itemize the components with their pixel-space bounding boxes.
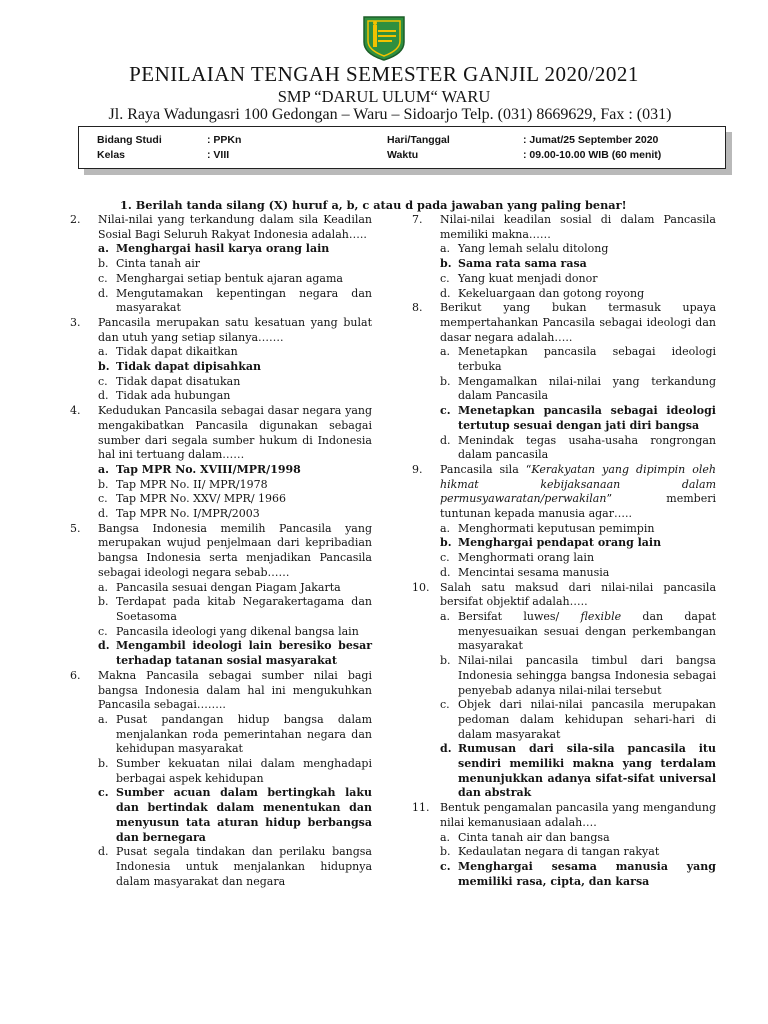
- question-text: Pancasila merupakan satu kesatuan yang bulat dan utuh yang setiap silanya…….: [98, 315, 372, 344]
- option-b: b. Tap MPR No. II/ MPR/1978: [98, 477, 268, 491]
- option-c: c. Tap MPR No. XXV/ MPR/ 1966: [98, 492, 287, 506]
- question-7: [412, 213, 716, 301]
- question-9: [412, 463, 716, 581]
- instruction: 1. Berilah tanda silang (X) huruf a, b, c atau d pada jawaban yang paling benar!: [120, 198, 627, 212]
- class-label: Kelas: [97, 149, 126, 161]
- question-number: 8.: [412, 301, 423, 315]
- question-number: 6.: [70, 668, 81, 682]
- question-5: [70, 522, 372, 669]
- question-text: Makna Pancasila sebagai sumber nilai bagi bangsa Indonesia dalam hal ini mengukuhkan Pancasila sebagai……..: [98, 668, 372, 712]
- option-d: d. Mengutamakan kepentingan negara dan masyarakat: [98, 286, 372, 315]
- option-d: d. Tap MPR No. I/MPR/2003: [98, 507, 260, 521]
- date-label: Hari/Tanggal: [387, 134, 450, 146]
- option-d: d. Rumusan dari sila-sila pancasila itu sendiri memiliki makna yang terdalam menunjukkan adanya sifat-sifat universal dan abstrak: [440, 742, 716, 800]
- date-value: : Jumat/25 September 2020: [523, 134, 659, 146]
- option-d: d. Pusat segala tindakan dan perilaku bangsa Indonesia untuk menjalankan hidupnya dalam masyarakat dan negara: [98, 845, 372, 888]
- question-text: Bentuk pengamalan pancasila yang mengandung nilai kemanusiaan adalah….: [440, 801, 716, 829]
- question-number: 4.: [70, 404, 81, 418]
- option-a: a. Menghormati keputusan pemimpin: [440, 521, 655, 535]
- option-b: b. Sumber kekuatan nilai dalam menghadapi berbagai aspek kehidupan: [98, 757, 372, 785]
- option-b: b. Mengamalkan nilai-nilai yang terkandung dalam Pancasila: [440, 374, 716, 403]
- question-text: Nilai-nilai yang terkandung dalam sila Keadilan Sosial Bagi Seluruh Rakyat Indonesia adalah…..: [98, 213, 372, 241]
- school-emblem-icon: [359, 12, 409, 62]
- question-number: 7.: [412, 213, 423, 226]
- option-d: d. Menindak tegas usaha-usaha rongrongan dalam pancasila: [440, 433, 716, 462]
- option-c: c. Menghargai sesama manusia yang memiliki rasa, cipta, dan karsa: [440, 859, 716, 888]
- question-text: Berikut yang bukan termasuk upaya mempertahankan Pancasila sebagai ideologi dan dasar negara adalah…..: [440, 301, 716, 344]
- question-10: [412, 581, 716, 802]
- option-a: a. Pancasila sesuai dengan Piagam Jakarta: [98, 580, 341, 594]
- question-6: [70, 669, 372, 890]
- question-number: 3.: [70, 315, 81, 329]
- question-text: Nilai-nilai keadilan sosial di dalam Pancasila memiliki makna……: [440, 213, 716, 241]
- option-a: a. Cinta tanah air dan bangsa: [440, 830, 610, 844]
- question-column-left: [70, 213, 372, 889]
- question-3: [70, 316, 372, 404]
- option-d: d. Tidak ada hubungan: [98, 389, 231, 403]
- class-value: : VIII: [207, 149, 230, 161]
- option-b: b. Cinta tanah air: [98, 257, 201, 271]
- option-b: b. Kedaulatan negara di tangan rakyat: [440, 845, 660, 859]
- question-column-right: [412, 213, 716, 889]
- time-label: Waktu: [387, 149, 419, 161]
- question-number: 5.: [70, 521, 81, 535]
- school-address: Jl. Raya Wadungasri 100 Gedongan – Waru – Sidoarjo Telp. (031) 8669629, Fax : (031): [108, 106, 672, 123]
- option-a: a. Pusat pandangan hidup bangsa dalam menjalankan roda pemerintahan negara dan kehidupan masyarakat: [98, 712, 372, 756]
- option-d: d. Mencintai sesama manusia: [440, 565, 610, 579]
- question-number: 2.: [70, 213, 81, 226]
- option-b: b. Tidak dapat dipisahkan: [98, 360, 261, 374]
- option-a: a. Menetapkan pancasila sebagai ideologi terbuka: [440, 345, 716, 374]
- option-c: c. Objek dari nilai-nilai pancasila merupakan pedoman dalam kehidupan sehari-hari di dalam masyarakat: [440, 698, 716, 741]
- option-a: a. Menghargai hasil karya orang lain: [98, 242, 330, 256]
- option-c: c. Tidak dapat disatukan: [98, 374, 241, 388]
- option-b: b. Sama rata sama rasa: [440, 257, 587, 271]
- option-c: c. Pancasila ideologi yang dikenal bangsa lain: [98, 624, 359, 638]
- option-c: c. Menetapkan pancasila sebagai ideologi tertutup sesuai dengan jati diri bangsa: [440, 404, 716, 432]
- option-c: c. Yang kuat menjadi donor: [440, 271, 598, 285]
- question-number: 10.: [412, 580, 430, 594]
- time-value: : 09.00-10.00 WIB (60 menit): [523, 149, 662, 161]
- exam-info-box: [78, 126, 726, 169]
- option-a: a. Bersifat luwes/ flexible dan dapat menyesuaikan sesuai dengan perkembangan masyarakat: [440, 609, 716, 653]
- option-b: b. Terdapat pada kitab Negarakertagama dan Soetasoma: [98, 595, 372, 623]
- option-b: b. Menghargai pendapat orang lain: [440, 536, 662, 550]
- subject-value: : PPKn: [207, 134, 242, 146]
- question-text: Pancasila sila “Kerakyatan yang dipimpin oleh hikmat kebijaksanaan dalam permusyawaratan/perwakilan” memberi tuntunan kepada manusia agar…..: [440, 462, 716, 521]
- question-2: [70, 213, 372, 316]
- subject-label: Bidang Studi: [97, 134, 162, 146]
- question-number: 9.: [412, 462, 423, 476]
- question-4: [70, 404, 372, 522]
- option-a: a. Tap MPR No. XVIII/MPR/1998: [98, 462, 301, 476]
- option-d: d. Kekeluargaan dan gotong royong: [440, 286, 645, 300]
- question-11: [412, 801, 716, 889]
- exam-title: PENILAIAN TENGAH SEMESTER GANJIL 2020/2021: [129, 62, 639, 86]
- option-d: d. Mengambil ideologi lain beresiko besar terhadap tatanan sosial masyarakat: [98, 639, 372, 668]
- option-a: a. Tidak dapat dikaitkan: [98, 345, 238, 359]
- question-text: Bangsa Indonesia memilih Pancasila yang merupakan wujud penjelmaan dari kepribadian bangsa Indonesia serta menjadikan Pancasila sebagai ideologi negara sebab……: [98, 521, 372, 579]
- question-text: Salah satu maksud dari nilai-nilai pancasila bersifat objektif adalah…..: [440, 580, 716, 609]
- option-c: c. Menghargai setiap bentuk ajaran agama: [98, 271, 343, 285]
- option-b: b. Nilai-nilai pancasila timbul dari bangsa Indonesia sehingga bangsa Indonesia sebagai penyebab adanya nilai-nilai tersebut: [440, 654, 716, 697]
- question-number: 11.: [412, 801, 430, 815]
- question-text: Kedudukan Pancasila sebagai dasar negara yang mengakibatkan Pancasila digunakan sebagai sumber dari segala sumber hukum di Indonesia hal ini tertuang dalam……: [98, 404, 372, 462]
- option-c: c. Sumber acuan dalam bertingkah laku dan bertindak dalam menentukan dan menyusun tata aturan hidup berbangsa dan bernegara: [98, 786, 372, 844]
- question-8: [412, 301, 716, 463]
- option-c: c. Menghormati orang lain: [440, 551, 595, 565]
- school-name: SMP “DARUL ULUM“ WARU: [277, 87, 491, 106]
- option-a: a. Yang lemah selalu ditolong: [440, 242, 609, 256]
